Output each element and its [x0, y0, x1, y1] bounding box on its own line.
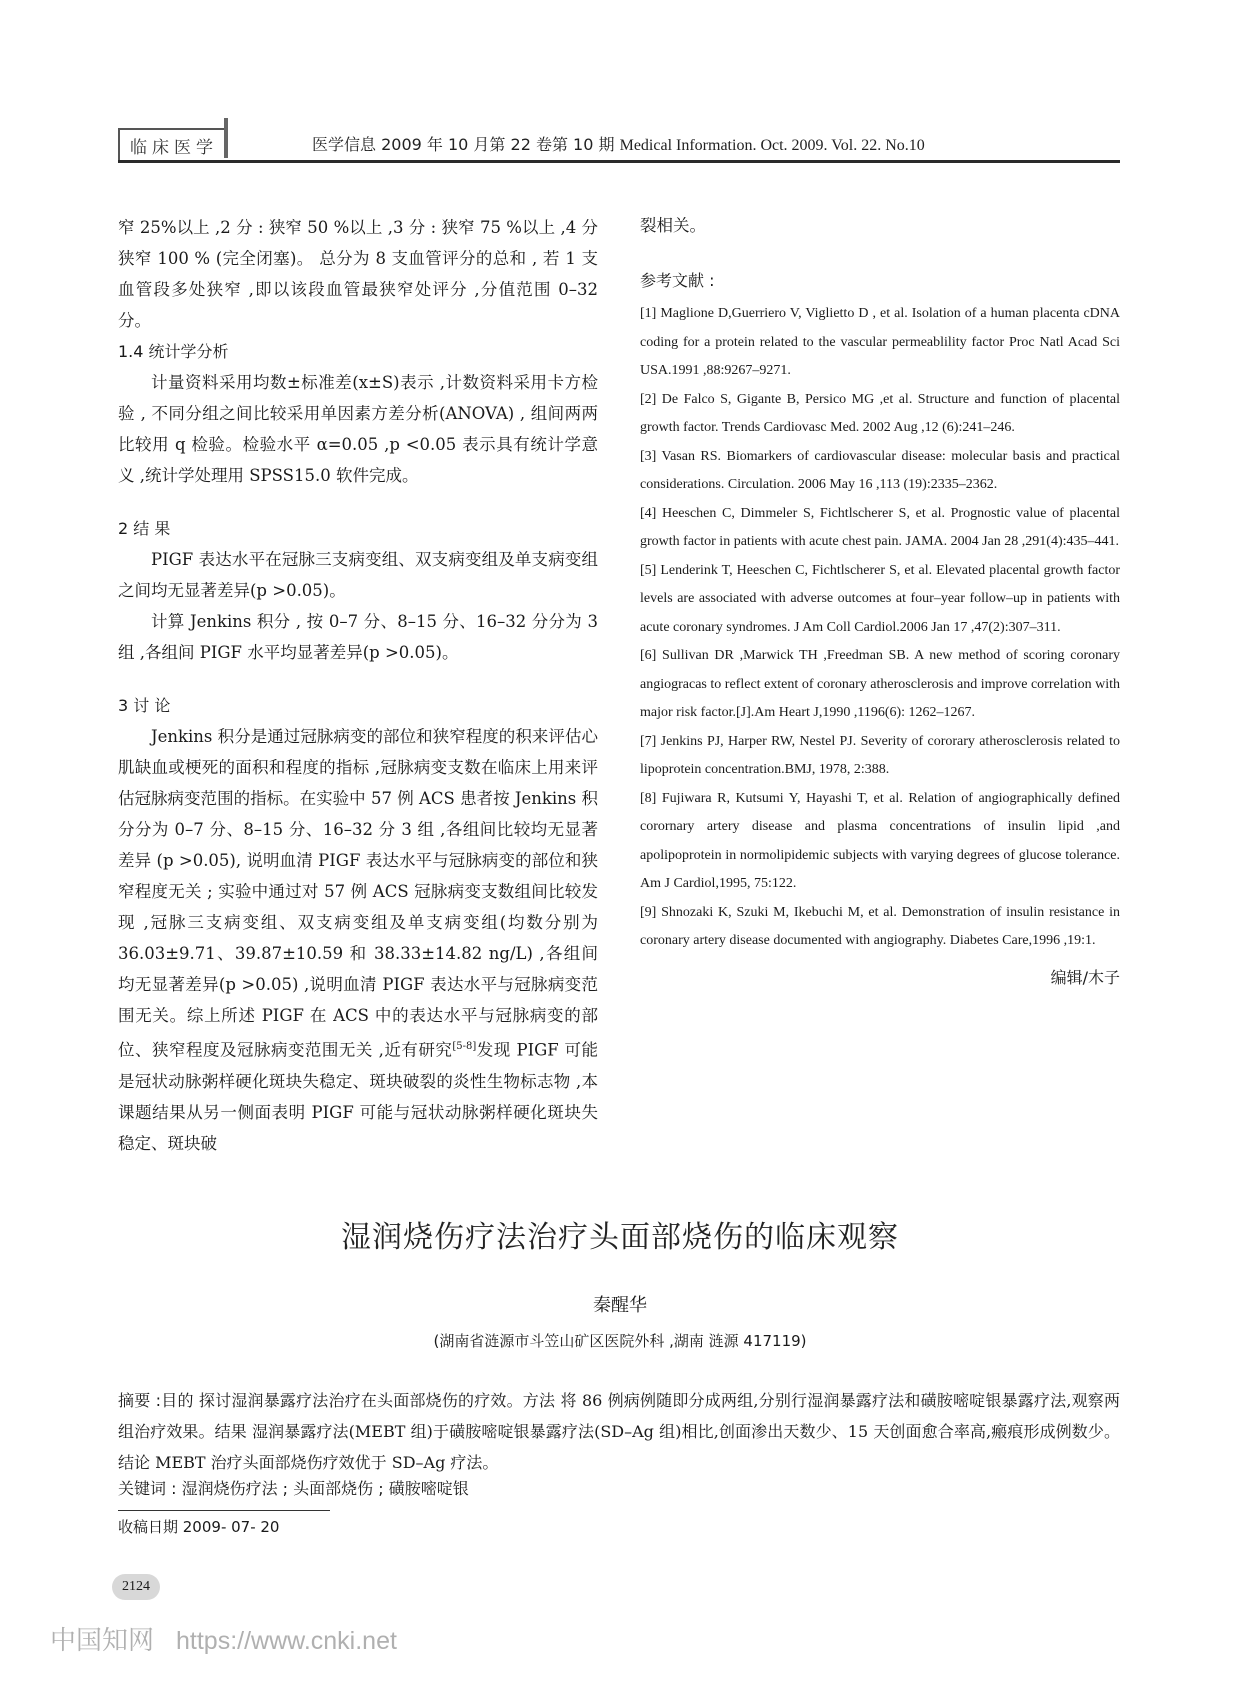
- received-date: 收稿日期 2009- 07- 20: [118, 1518, 280, 1536]
- journal-name-cn: 医学信息 2009 年 10 月第 22 卷第 10 期: [312, 135, 615, 154]
- footnote-rule: [118, 1510, 330, 1511]
- section-1-4-heading: 1.4 统计学分析: [118, 342, 229, 361]
- keywords: [118, 1476, 469, 1499]
- watermark-url[interactable]: https://www.cnki.net: [176, 1627, 397, 1655]
- journal-name-en: Medical Information. Oct. 2009. Vol. 22. No.10: [619, 137, 925, 154]
- results-paragraph-2: 计算 Jenkins 积分 , 按 0–7 分、8–15 分、16–32 分分为 3 组 ,各组间 PIGF 水平均显著差异(p >0.05)。: [118, 612, 598, 662]
- section-tag: 临床医学: [118, 128, 228, 162]
- reference-item: [8] Fujiwara R, Kutsumi Y, Hayashi T, et al. Relation of angiographically defined corornary artery disease and plasma concentrations of insulin lipid ,and apolipoprotein in normolipidemic subjects with varying degrees of glucose tolerance. Am J Cardiol,1995, 75:122.: [640, 790, 1120, 891]
- abstract: [118, 1385, 1120, 1478]
- cnki-watermark: [50, 1620, 397, 1657]
- discussion-paragraph: [118, 721, 598, 1159]
- discussion-heading: 3 讨 论: [118, 696, 171, 715]
- abstract-label: 摘要 :: [118, 1391, 162, 1410]
- right-column: [640, 210, 1120, 993]
- section-tag-shadow: [224, 118, 228, 158]
- reference-item: [1] Maglione D,Guerriero V, Viglietto D , et al. Isolation of a human placenta cDNA coding for a protein related to the vascular permeablility factor Proc Natl Acad Sci USA.1991 ,88:9267–9271.: [640, 306, 1120, 378]
- reference-item: [5] Lenderink T, Heeschen C, Fichtlscherer S, et al. Elevated placental growth factor levels are associated with adverse outcomes at four–year follow–up in patients with acute coronary syndromes. J Am Coll Cardiol.2006 Jan 17 ,47(2):307–311.: [640, 562, 1120, 635]
- methods-scoring-paragraph: 窄 25%以上 ,2 分 : 狭窄 50 %以上 ,3 分 : 狭窄 75 %以上 ,4 分 狭窄 100 % (完全闭塞)。 总分为 8 支血管评分的总和 , 若 1 支血管段多处狭窄 ,即以该段血管最狭窄处评分 ,分值范围 0–32 分。: [118, 218, 598, 330]
- reference-item: [6] Sullivan DR ,Marwick TH ,Freedman SB. A new method of scoring coronary angiogracas to reflect extent of coronary atherosclerosis and improve correlation with major risk factor.[J].Am Heart J,1990 ,1196(6): 1262–1267.: [640, 648, 1120, 720]
- results-paragraph-1: PIGF 表达水平在冠脉三支病变组、双支病变组及单支病变组之间均无显著差异(p >0.05)。: [118, 550, 598, 600]
- discussion-text-2: 发现 PIGF 可能是冠状动脉粥样硬化斑块失稳定、斑块破裂的炎性生物标志物 ,本课题结果从另一侧面表明 PIGF 可能与冠状动脉粥样硬化斑块失稳定、斑块破: [118, 1040, 598, 1153]
- page-number: 2124: [112, 1574, 160, 1600]
- reference-item: [4] Heeschen C, Dimmeler S, Fichtlscherer S, et al. Prognostic value of placental growth factor in patients with acute chest pain. JAMA. 2004 Jan 28 ,291(4):435–441.: [640, 505, 1120, 549]
- journal-header: [312, 132, 925, 155]
- article-affiliation: (湖南省涟源市斗笠山矿区医院外科 ,湖南 涟源 417119): [433, 1332, 807, 1350]
- header-rule: [118, 160, 1120, 163]
- reference-item: [9] Shnozaki K, Szuki M, Ikebuchi M, et al. Demonstration of insulin resistance in coronary artery disease documented with angiography. Diabetes Care,1996 ,19:1.: [640, 904, 1120, 948]
- references-heading: 参考文献 :: [640, 271, 715, 290]
- citation-marker: [5-8]: [452, 1041, 477, 1052]
- abstract-text: 目的 探讨湿润暴露疗法治疗在头面部烧伤的疗效。方法 将 86 例病例随即分成两组,分别行湿润暴露疗法和磺胺嘧啶银暴露疗法,观察两组治疗效果。结果 湿润暴露疗法(MEBT 组)于磺胺嘧啶银暴露疗法(SD–Ag 组)相比,创面渗出天数少、15 天创面愈合率高,瘢痕形成例数少。结论 MEBT 治疗头面部烧伤疗效优于 SD–Ag 疗法。: [118, 1391, 1120, 1472]
- article-title: 湿润烧伤疗法治疗头面部烧伤的临床观察: [341, 1220, 899, 1255]
- article-author: 秦醒华: [593, 1295, 647, 1316]
- statistics-paragraph: 计量资料采用均数±标准差(x±S)表示 ,计数资料采用卡方检验 , 不同分组之间比较采用单因素方差分析(ANOVA) , 组间两两比较用 q 检验。检验水平 α=0.05 ,p <0.05 表示具有统计学意义 ,统计学处理用 SPSS15.0 软件完成。: [118, 373, 598, 485]
- reference-item: [2] De Falco S, Gigante B, Persico MG ,et al. Structure and function of placental growth factor. Trends Cardiovasc Med. 2002 Aug ,12 (6):241–246.: [640, 391, 1120, 435]
- keywords-label: 关键词 :: [118, 1479, 177, 1498]
- keywords-text: 湿润烧伤疗法 ; 头面部烧伤 ; 磺胺嘧啶银: [181, 1479, 469, 1498]
- reference-item: [7] Jenkins PJ, Harper RW, Nestel PJ. Severity of cororary atherosclerosis related to lipoprotein concentration.BMJ, 1978, 2:388.: [640, 733, 1120, 777]
- left-column: [118, 212, 598, 1159]
- discussion-continuation: 裂相关。: [640, 216, 706, 235]
- reference-item: [3] Vasan RS. Biomarkers of cardiovascular disease: molecular basis and practical considerations. Circulation. 2006 May 16 ,113 (19):2335–2362.: [640, 448, 1120, 492]
- watermark-brand: 中国知网: [50, 1625, 155, 1655]
- results-heading: 2 结 果: [118, 519, 171, 538]
- discussion-text-1: Jenkins 积分是通过冠脉病变的部位和狭窄程度的积来评估心肌缺血或梗死的面积和程度的指标 ,冠脉病变支数在临床上用来评估冠脉病变范围的指标。在实验中 57 例 ACS 患者按 Jenkins 积分分为 0–7 分、8–15 分、16–32 分 3 组 ,各组间比较均无显著差异 (p >0.05), 说明血清 PIGF 表达水平与冠脉病变的部位和狭窄程度无关 ; 实验中通过对 57 例 ACS 冠脉病变支数组间比较发现 ,冠脉三支病变组、双支病变组及单支病变组(均数分别为 36.03±9.71、39.87±10.59 和 38.33±14.82 ng/L) ,各组间均无显著差异(p >0.05) ,说明血清 PIGF 表达水平与冠脉病变范围无关。综上所述 PIGF 在 ACS 中的表达水平与冠脉病变的部位、狭窄程度及冠脉病变范围无关 ,近有研究: [118, 727, 598, 1060]
- editor-credit: 编辑/木子: [1050, 967, 1120, 987]
